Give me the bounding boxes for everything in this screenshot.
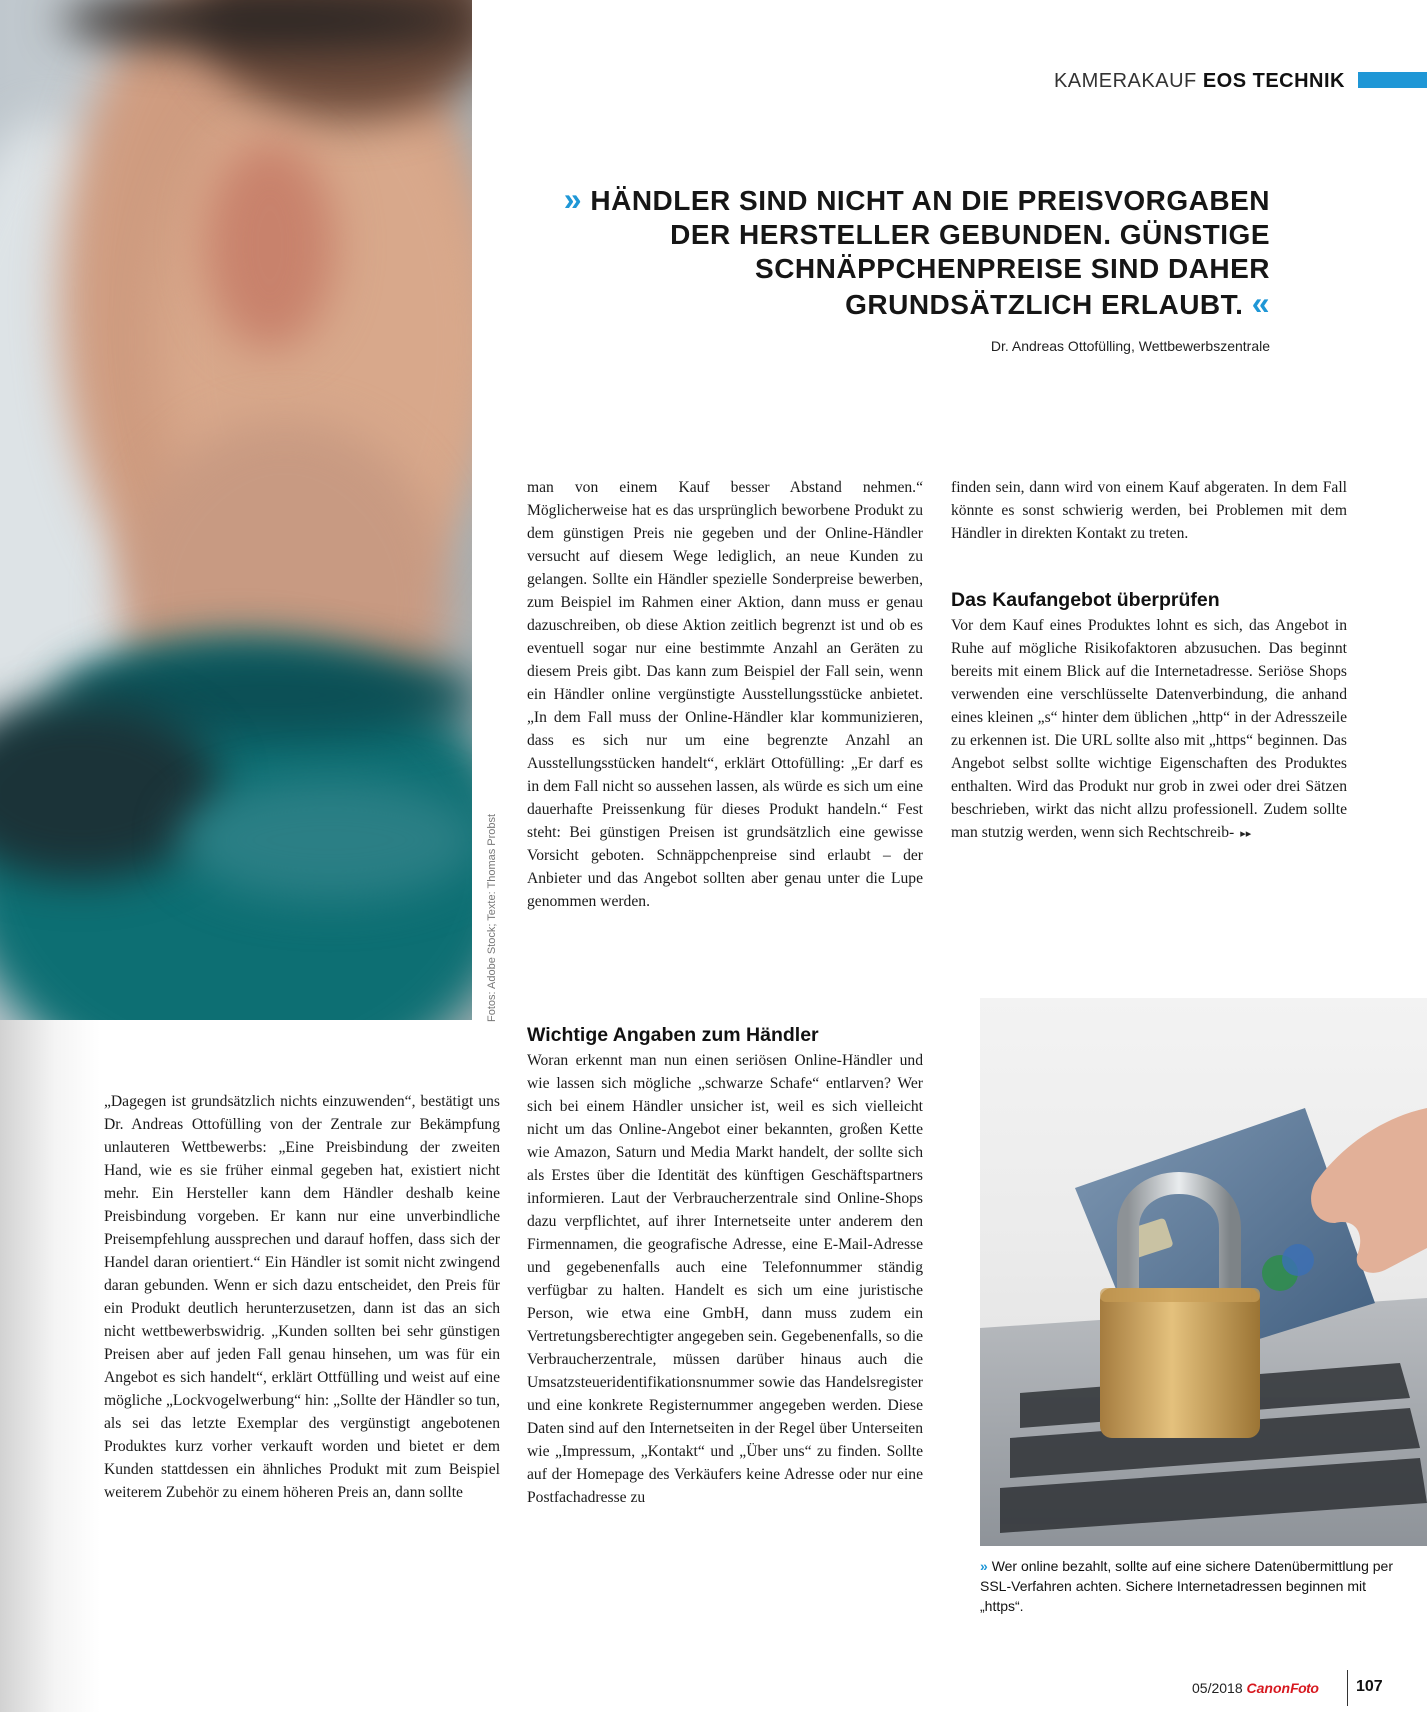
paragraph: man von einem Kauf besser Abstand nehmen.“ Möglicherweise hat es das ursprünglich beworbene Produkt zu dem günstigen Preis nie gegeben und der Online-Händler versucht auf diesem Wege lediglich, an neue Kunden zu gelangen. Sollte ein Händler spezielle Sonderpreise bewerben, zum Beispiel im Rahmen einer Aktion, dann muss er genau dazuschreiben, ob diese Aktion zeitlich begrenzt ist und ob es eventuell sogar nur eine bestimmte Anzahl an Geräten zu diesem Preis gibt. Das kann zum Beispiel der Fall sein, wenn ein Händler online vergünstigte Ausstellungsstücke anbietet. „In dem Fall muss der Online-Händler klar kommunizieren, dass es sich nur um eine begrenzte Anzahl an Ausstellungsstücken handelt“, erklärt Ottofülling: „Er darf es in dem Fall nicht so aussehen lassen, als würde es sich um eine dauerhafte Preissenkung für dieses Produkt handeln.“ Fest steht: Bei günstigen Preisen ist grundsätzlich eine gewisse Vorsicht geboten. Schnäppchenpreise sind erlaubt – der Anbieter und das Angebot sollten aber genau unter die Lupe genommen werden. — [527, 479, 923, 910]
quote-open-mark: » — [563, 181, 583, 217]
paragraph — [951, 614, 1347, 846]
footer-divider — [1347, 1670, 1348, 1706]
article-column-middle-lower — [527, 1049, 923, 1509]
header-accent-bar — [1358, 72, 1427, 88]
article-column-right — [951, 476, 1347, 545]
page-gutter-shade — [0, 1020, 100, 1712]
brand-logo-canon: Canon — [1246, 1680, 1291, 1696]
paragraph-text: Vor dem Kauf eines Produktes lohnt es sich, das Angebot in Ruhe auf mögliche Risikofaktoren abzusuchen. Das beginnt bereits mit einem Blick auf die Internetadresse. Seriöse Shops verwenden eine verschlüsselte Datenverbindung, die anhand eines kleinen „s“ hinter dem üblichen „http“ in der Adresszeile zu erkennen ist. Die URL sollte also mit „https“ beginnen. Das Angebot selbst sollte wichtige Eigenschaften des Produktes enthalten. Wird das Produkt nur grob in zwei oder drei Sätzen beschrieben, wirkt das nicht allzu professionell. Zudem sollte man stutzig werden, wenn sich Rechtschreib- — [951, 617, 1347, 841]
caption-marker: » — [980, 1558, 988, 1574]
quote-close-mark: « — [1251, 285, 1270, 321]
page-number: 107 — [1356, 1678, 1383, 1695]
paragraph: finden sein, dann wird von einem Kauf abgeraten. In dem Fall könnte es sonst schwierig werden, bei Problemen mit dem Händler in direkten Kontakt zu treten. — [951, 479, 1347, 542]
section-topic: EOS TECHNIK — [1202, 70, 1345, 92]
subheading-kaufangebot: Das Kaufangebot überprüfen — [951, 589, 1220, 611]
continue-arrow-icon: ▸▸ — [1240, 828, 1252, 840]
article-column-middle — [527, 476, 923, 913]
brand-logo-foto: Foto — [1290, 1680, 1319, 1696]
photo-credit: Fotos: Adobe Stock; Texte: Thomas Probst — [486, 813, 498, 1022]
caption-text: Wer online bezahlt, sollte auf eine sichere Datenübermittlung per SSL-Verfahren achten. Sichere Internetadressen beginnen mit „https“. — [980, 1558, 1393, 1614]
article-column-right-lower — [951, 614, 1347, 846]
photo-caption — [980, 1556, 1400, 1616]
pull-quote — [560, 182, 1270, 322]
subheading-haendler: Wichtige Angaben zum Händler — [527, 1024, 819, 1046]
section-name: KAMERAKAUF — [1053, 70, 1197, 92]
portrait-photo — [0, 0, 472, 1020]
pull-quote-text: HÄNDLER SIND NICHT AN DIE PREISVORGABEN DER HERSTELLER GEBUNDEN. GÜNSTIGE SCHNÄPPCHENPREISE SIND DAHER GRUNDSÄTZLICH ERLAUBT. — [590, 185, 1270, 320]
article-column-left — [104, 1090, 500, 1504]
issue-number: 05/2018 — [1192, 1680, 1243, 1696]
paragraph: „Dagegen ist grundsätzlich nichts einzuwenden“, bestätigt uns Dr. Andreas Ottofülling von der Zentrale zur Bekämpfung unlauteren Wettbewerbs: „Eine Preisbindung der zweiten Hand, wie es sie früher einmal gegeben hat, existiert nicht mehr. Ein Hersteller kann dem Händler deshalb keine Preisbindung vorgeben. Er kann nur eine unverbindliche Preisempfehlung aussprechen und darauf hoffen, dass sich der Handel daran orientiert.“ Ein Händler ist somit nicht zwingend daran gebunden. Wenn er sich dazu entscheidet, den Preis für ein Produkt deutlich herunterzusetzen, dann ist das an sich nicht wettbewerbswidrig. „Kunden sollten bei sehr günstigen Preisen aber auf jeden Fall genau hinsehen, um was für ein Angebot es sich handelt“, erklärt Ottfülling und weist auf eine mögliche „Lockvogelwerbung“ hin: „Sollte der Händler so tun, als sei das letzte Exemplar des vergünstigt angebotenen Produktes kurz vorher verkauft worden und bietet er dem Kunden stattdessen ein ähnliches Produkt mit zum Beispiel weiterem Zubehör zu einem höheren Preis an, dann sollte — [104, 1093, 500, 1501]
padlock-laptop-photo — [980, 998, 1427, 1546]
section-header — [1000, 68, 1345, 98]
quote-author: Dr. Andreas Ottofülling, Wettbewerbszentrale — [990, 338, 1270, 354]
page-footer — [1192, 1680, 1318, 1696]
paragraph: Woran erkennt man nun einen seriösen Online-Händler und wie lassen sich mögliche „schwarze Schafe“ entlarven? Wer sich bei einem Händler unsicher ist, weil es sich vielleicht nicht um das Online-Angebot einer bekannten, großen Kette wie Amazon, Saturn und Media Markt handelt, der sollte sich als Erstes über die Identität des künftigen Geschäftspartners informieren. Laut der Verbraucherzentrale sind Online-Shops dazu verpflichtet, auf ihrer Internetseite unter anderem den Firmennamen, die geografische Adresse, eine E-Mail-Adresse und gegebenenfalls auch eine Telefonnummer ständig verfügbar zu halten. Handelt es sich um eine juristische Person, wie etwa eine GmbH, dann muss zudem ein Vertretungsberechtigter angegeben sein. Gegebenenfalls, so die Verbraucherzentrale, müssen darüber hinaus auch die Umsatzsteueridentifikationsnummer sowie das Handelsregister und eine konkrete Registernummer angegeben werden. Diese Daten sind auf den Internetseiten in der Regel über Unterseiten wie „Impressum, „Kontakt“ und „Über uns“ zu finden. Sollte auf der Homepage des Verkäufers keine Adresse oder nur eine Postfachadresse zu — [527, 1052, 923, 1506]
